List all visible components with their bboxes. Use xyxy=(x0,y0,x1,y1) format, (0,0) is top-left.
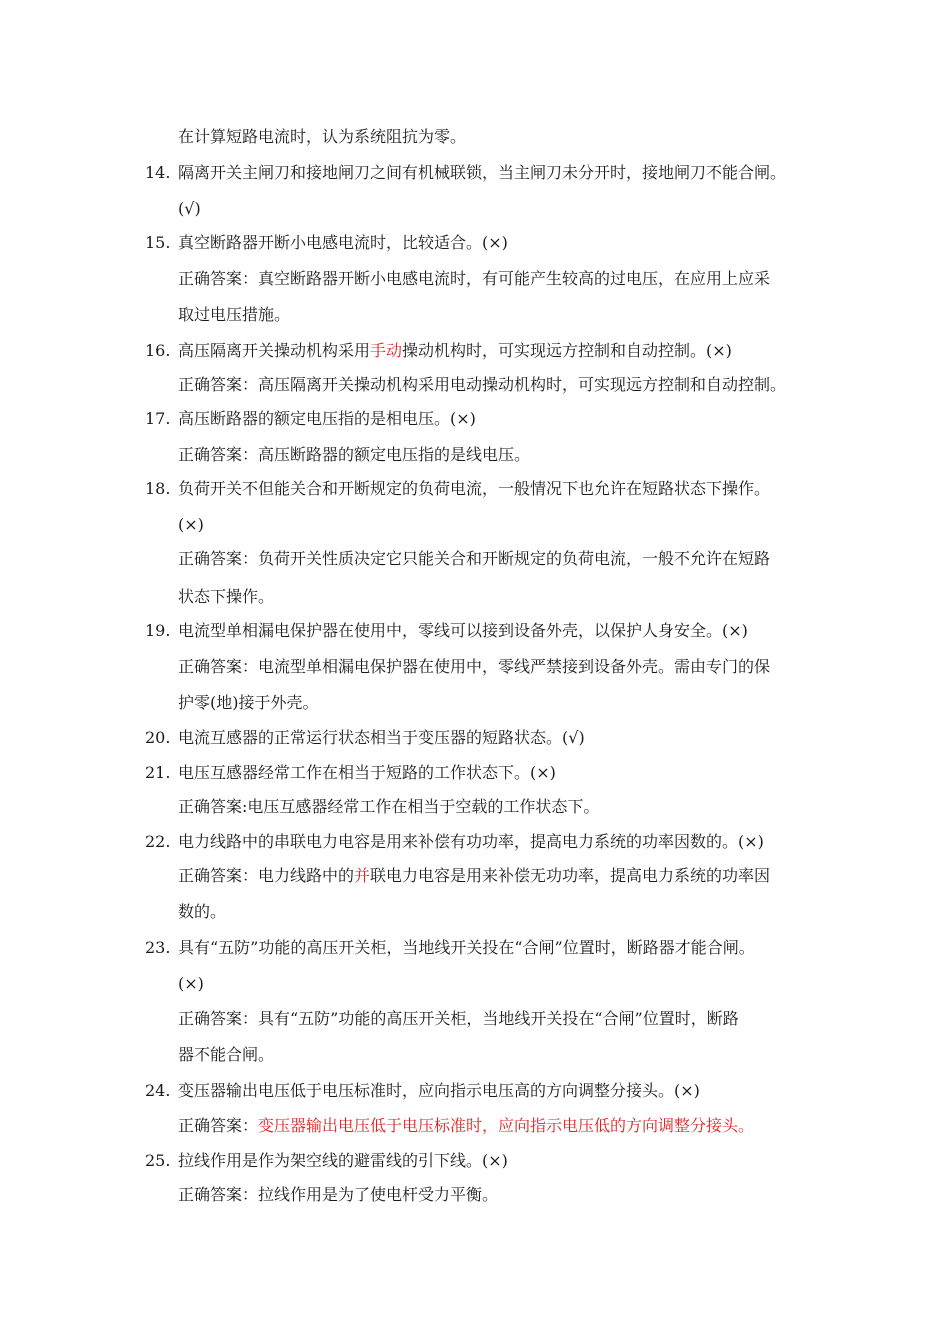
highlight-text: 并 xyxy=(354,866,371,885)
question-number: 20. xyxy=(145,728,171,747)
line-text: 正确答案：具有“五防”功能的高压开关柜，当地线开关投在“合闸”位置时，断路 xyxy=(178,1009,739,1028)
line-text: (×) xyxy=(178,515,204,534)
question-number: 16. xyxy=(145,341,171,360)
question-number: 25. xyxy=(145,1151,171,1170)
question-number: 18. xyxy=(145,479,171,498)
line-text: 正确答案：电力线路中的并联电力电容是用来补偿无功功率，提高电力系统的功率因 xyxy=(178,866,771,885)
question-number: 22. xyxy=(145,832,171,851)
line-text: 正确答案:电压互感器经常工作在相当于空载的工作状态下。 xyxy=(178,797,600,816)
highlight-text: 手动 xyxy=(370,341,403,360)
line-text: 状态下操作。 xyxy=(178,587,275,606)
line-text: 负荷开关不但能关合和开断规定的负荷电流，一般情况下也允许在短路状态下操作。 xyxy=(178,479,771,498)
line-text: 电流互感器的正常运行状态相当于变压器的短路状态。(√) xyxy=(178,728,585,747)
question-number: 15. xyxy=(145,233,171,252)
line-text: 电流型单相漏电保护器在使用中，零线可以接到设备外壳，以保护人身安全。(×) xyxy=(178,621,748,640)
line-text: 正确答案：真空断路器开断小电感电流时，有可能产生较高的过电压，在应用上应采 xyxy=(178,269,771,288)
line-text: 高压断路器的额定电压指的是相电压。(×) xyxy=(178,409,476,428)
highlight-text: 变压器输出电压低于电压标准时，应向指示电压低的方向调整分接头。 xyxy=(258,1116,755,1135)
line-text: (√) xyxy=(178,199,201,218)
question-number: 24. xyxy=(145,1081,171,1100)
line-text: 电力线路中的串联电力电容是用来补偿有功功率，提高电力系统的功率因数的。(×) xyxy=(178,832,764,851)
line-text: 器不能合闸。 xyxy=(178,1045,275,1064)
line-text: 护零(地)接于外壳。 xyxy=(178,693,319,712)
line-text: 变压器输出电压低于电压标准时，应向指示电压高的方向调整分接头。(×) xyxy=(178,1081,700,1100)
line-text: 正确答案：拉线作用是为了使电杆受力平衡。 xyxy=(178,1185,499,1204)
line-text: 正确答案：高压断路器的额定电压指的是线电压。 xyxy=(178,445,531,464)
line-text: 数的。 xyxy=(178,902,227,921)
line-text: 具有“五防”功能的高压开关柜，当地线开关投在“合闸”位置时，断路器才能合闸。 xyxy=(178,938,755,957)
line-text: 隔离开关主闸刀和接地闸刀之间有机械联锁，当主闸刀未分开时，接地闸刀不能合闸。 xyxy=(178,163,787,182)
line-text: 高压隔离开关操动机构采用手动操动机构时，可实现远方控制和自动控制。(×) xyxy=(178,341,732,360)
question-number: 21. xyxy=(145,763,171,782)
line-text: (×) xyxy=(178,974,204,993)
question-number: 19. xyxy=(145,621,171,640)
line-text: 在计算短路电流时，认为系统阻抗为零。 xyxy=(178,127,467,146)
line-text: 正确答案：变压器输出电压低于电压标准时，应向指示电压低的方向调整分接头。 xyxy=(178,1116,755,1135)
line-text: 电压互感器经常工作在相当于短路的工作状态下。(×) xyxy=(178,763,556,782)
question-number: 23. xyxy=(145,938,171,957)
question-number: 14. xyxy=(145,163,171,182)
line-text: 正确答案：电流型单相漏电保护器在使用中，零线严禁接到设备外壳。需由专门的保 xyxy=(178,657,771,676)
line-text: 正确答案：负荷开关性质决定它只能关合和开断规定的负荷电流，一般不允许在短路 xyxy=(178,549,771,568)
line-text: 拉线作用是作为架空线的避雷线的引下线。(×) xyxy=(178,1151,508,1170)
line-text: 真空断路器开断小电感电流时，比较适合。(×) xyxy=(178,233,508,252)
line-text: 正确答案：高压隔离开关操动机构采用电动操动机构时，可实现远方控制和自动控制。 xyxy=(178,375,787,394)
line-text: 取过电压措施。 xyxy=(178,305,291,324)
question-number: 17. xyxy=(145,409,171,428)
